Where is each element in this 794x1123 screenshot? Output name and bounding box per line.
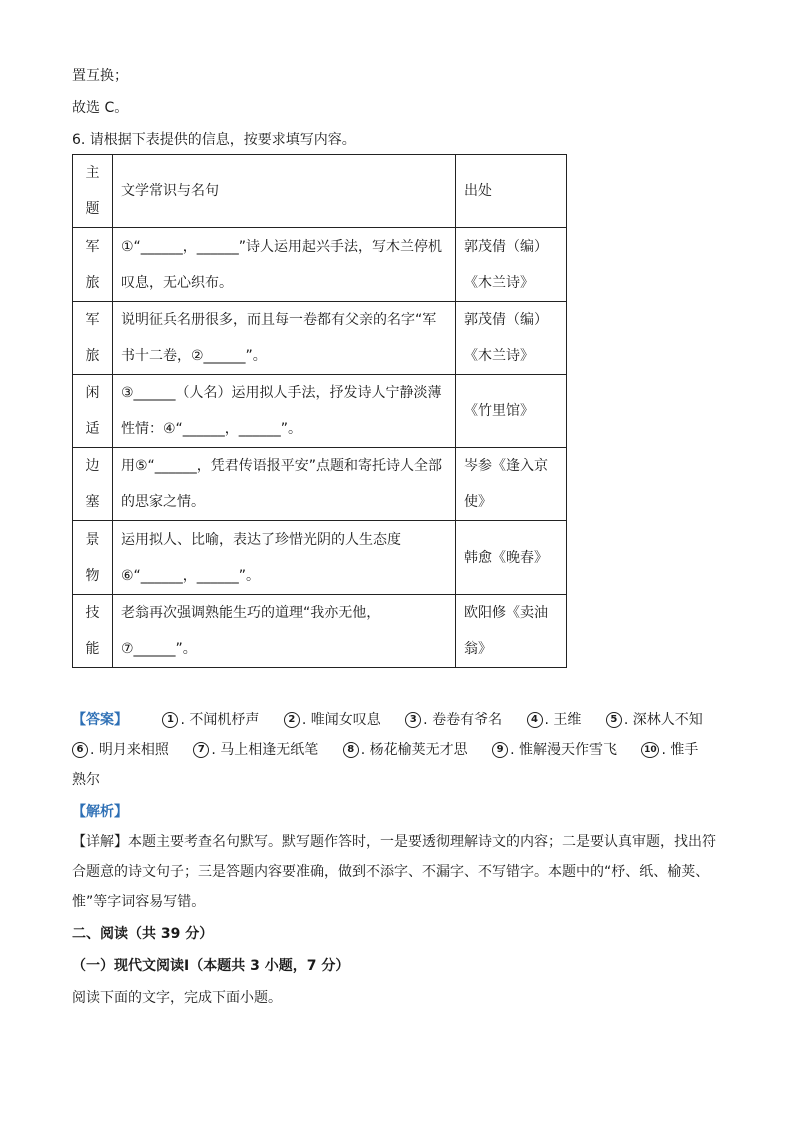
detail-label: 【详解】 xyxy=(72,834,128,850)
answer-item: 2 . 唯闻女叹息 xyxy=(284,705,381,735)
question-stem: 6. 请根据下表提供的信息，按要求填写内容。 xyxy=(72,132,356,148)
table-row xyxy=(73,448,567,521)
table-row xyxy=(73,375,567,448)
row-source: 《竹里馆》 xyxy=(456,375,567,448)
section-subtitle: （一）现代文阅读Ⅰ（本题共 3 小题，7 分） xyxy=(72,958,350,974)
answer-item: 3 . 卷卷有爷名 xyxy=(405,705,502,735)
row-theme: 军旅 xyxy=(73,228,113,302)
answer-item: 10 . 惟手 xyxy=(641,735,698,765)
row-source: 欧阳修《卖油翁》 xyxy=(456,595,567,668)
row-theme: 景物 xyxy=(73,521,113,595)
row-theme: 军旅 xyxy=(73,302,113,375)
header-content: 文学常识与名句 xyxy=(113,155,456,228)
answer-tail: 熟尔 xyxy=(72,772,100,788)
answer-item: 1 . 不闻机杼声 xyxy=(162,705,259,735)
row-theme: 边塞 xyxy=(73,448,113,521)
table-row xyxy=(73,521,567,595)
answer-block xyxy=(72,705,732,795)
preceding-text-2: 故选 C。 xyxy=(72,100,129,116)
answer-item: 6 . 明月来相照 xyxy=(72,735,169,765)
reading-instruction: 阅读下面的文字，完成下面小题。 xyxy=(72,990,282,1006)
analysis-detail xyxy=(72,827,722,917)
row-theme: 闲适 xyxy=(73,375,113,448)
row-content: 用⑤“______，凭君传语报平安”点题和寄托诗人全部的思家之情。 xyxy=(113,448,456,521)
detail-text: 本题主要考查名句默写。默写题作答时，一是要透彻理解诗文的内容；二是要认真审题，找出符合题意的诗文句子；三是答题内容要准确，做到不添字、不漏字、不写错字。本题中的“杼、纸、榆荚、惟”等字词容易写错。 xyxy=(72,834,716,910)
row-content: ①“______，______”诗人运用起兴手法，写木兰停机叹息，无心织布。 xyxy=(113,228,456,302)
preceding-text-1: 置互换； xyxy=(72,68,128,84)
analysis-label: 【解析】 xyxy=(72,804,128,820)
table-row xyxy=(73,302,567,375)
row-source: 郭茂倩（编）《木兰诗》 xyxy=(456,302,567,375)
analysis-block xyxy=(72,797,722,917)
row-source: 韩愈《晚春》 xyxy=(456,521,567,595)
table-header-row xyxy=(73,155,567,228)
answer-item: 8 . 杨花榆荚无才思 xyxy=(343,735,468,765)
answer-item: 5 . 深林人不知 xyxy=(606,705,703,735)
header-theme: 主题 xyxy=(73,155,113,228)
answer-item: 9 . 惟解漫天作雪飞 xyxy=(492,735,617,765)
question-table xyxy=(72,154,567,668)
table-row xyxy=(73,228,567,302)
answer-item: 7 . 马上相逢无纸笔 xyxy=(193,735,318,765)
row-theme: 技能 xyxy=(73,595,113,668)
table-row xyxy=(73,595,567,668)
answer-label: 【答案】 xyxy=(72,712,128,728)
section-title: 二、阅读（共 39 分） xyxy=(72,926,214,942)
row-content: ③______（人名）运用拟人手法，抒发诗人宁静淡薄性情：④“______，______”。 xyxy=(113,375,456,448)
header-source: 出处 xyxy=(456,155,567,228)
row-content: 说明征兵名册很多，而且每一卷都有父亲的名字“军书十二卷，②______”。 xyxy=(113,302,456,375)
row-content: 老翁再次强调熟能生巧的道理“我亦无他，⑦______”。 xyxy=(113,595,456,668)
row-source: 郭茂倩（编）《木兰诗》 xyxy=(456,228,567,302)
row-content: 运用拟人、比喻，表达了珍惜光阴的人生态度⑥“______，______”。 xyxy=(113,521,456,595)
row-source: 岑参《逢入京使》 xyxy=(456,448,567,521)
answer-item: 4 . 王维 xyxy=(527,705,582,735)
